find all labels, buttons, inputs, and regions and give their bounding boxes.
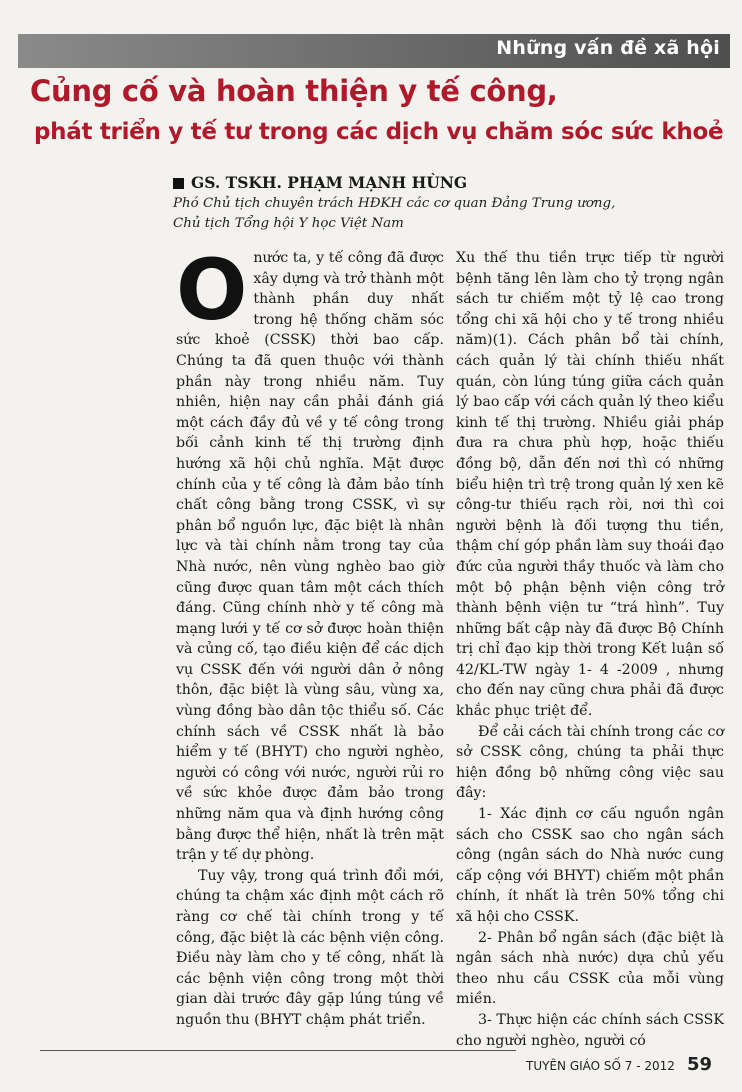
- article-subtitle: phát triển y tế tư trong các dịch vụ chăm sóc sức khoẻ: [34, 119, 724, 145]
- paragraph-text: nước ta, y tế công đã được xây dựng và trở thành một thành phần duy nhất trong hệ thống chăm sóc sức khoẻ (CSSK) thời bao cấp. Chúng ta đã quen thuộc với thành phần này trong nhiều năm. Tuy nhiên, hiện nay cần phải đánh giá một cách đầy đủ về y tế công trong bối cảnh kinh tế thị trường định hướng xã hội chủ nghĩa. Mặt được chính của y tế công là đảm bảo tính chất công bằng trong CSSK, vì sự phân bổ nguồn lực, đặc biệt là nhân lực và tài chính nằm trong tay của Nhà nước, nên vùng nghèo bao giờ cũng được quan tâm một cách thích đáng. Cũng chính nhờ y tế công mà mạng lưới y tế cơ sở được hoàn thiện và củng cố, tạo điều kiện để các dịch vụ CSSK đến với người dân ở nông thôn, đặc biệt là vùng sâu, vùng xa, vùng đồng bào dân tộc thiểu số. Các chính sách về CSSK nhất là bảo hiểm y tế (BHYT) cho người nghèo, người có công với nước, người rủi ro về sức khỏe được đảm bảo trong những năm qua và định hướng công bằng được thể hiện, nhất là trên mặt trận y tế dự phòng.: [176, 250, 444, 864]
- author-name: GS. TSKH. PHẠM MẠNH HÙNG: [191, 173, 468, 192]
- drop-cap: O: [176, 241, 248, 339]
- page-number: 59: [686, 1054, 712, 1075]
- article-title: Củng cố và hoàn thiện y tế công,: [30, 74, 558, 108]
- author-role-2: Chủ tịch Tổng hội Y học Việt Nam: [173, 216, 404, 231]
- footer-divider: [40, 1050, 516, 1051]
- list-item: 2- Phân bổ ngân sách (đặc biệt là ngân sách nhà nước) dựa chủ yếu theo nhu cầu CSSK của mỗi vùng miền.: [456, 929, 724, 1008]
- paragraph: Để cải cách tài chính trong các cơ sở CSSK công, chúng ta phải thực hiện đồng bộ những công việc sau đây:: [456, 723, 724, 802]
- list-item: 3- Thực hiện các chính sách CSSK cho người nghèo, người có: [456, 1011, 724, 1049]
- section-banner: [18, 34, 730, 68]
- article-column-left: [176, 241, 444, 1031]
- byline: [173, 172, 733, 234]
- article-column-right: [456, 248, 724, 1051]
- section-label: Những vấn đề xã hội: [496, 37, 720, 59]
- author-line: [173, 172, 733, 194]
- paragraph: Tuy vậy, trong quá trình đổi mới, chúng ta chậm xác định một cách rõ ràng cơ chế tài chính trong y tế công, đặc biệt là các bệnh viện công. Điều này làm cho y tế công, nhất là các bệnh viện công trong một thời gian dài trước đây gặp lúng túng về nguồn thu (BHYT chậm phát triển.: [176, 867, 444, 1028]
- publication-name: TUYÊN GIÁO SỐ 7 - 2012: [526, 1059, 675, 1073]
- page-footer: [526, 1054, 712, 1075]
- paragraph: Xu thế thu tiền trực tiếp từ người bệnh tăng lên làm cho tỷ trọng ngân sách tư chiếm một tỷ lệ cao trong tổng chi xã hội cho y tế trong nhiều năm)(1). Cách phân bổ tài chính, cách quản lý tài chính thiếu nhất quán, còn lúng túng giữa cách quản lý bao cấp với cách quản lý theo kiểu kinh tế thị trường. Nhiều giải pháp đưa ra chưa phù hợp, hoặc thiếu đồng bộ, dẫn đến nơi thì có những biểu hiện trì trệ trong quản lý xen kẽ công-tư thiếu rạch ròi, nơi thì coi người bệnh là đối tượng thu tiền, thậm chí góp phần làm suy thoái đạo đức của người thầy thuốc và làm cho một bộ phận bệnh viện công trở thành bệnh viện tư “trá hình”. Tuy những bất cập này đã được Bộ Chính trị chỉ đạo kịp thời trong Kết luận số 42/KL-TW ngày 1- 4 -2009 , nhưng cho đến nay cũng chưa phải đã được khắc phục triệt để.: [456, 250, 724, 720]
- square-bullet-icon: [173, 178, 184, 189]
- list-item: 1- Xác định cơ cấu nguồn ngân sách cho CSSK sao cho ngân sách công (ngân sách do Nhà nước cung cấp cộng với BHYT) chiếm một phần chính, ít nhất là trên 50% tổng chi xã hội cho CSSK.: [456, 806, 724, 925]
- paragraph: [176, 241, 444, 866]
- author-role-1: Phó Chủ tịch chuyên trách HĐKH các cơ quan Đảng Trung ương,: [173, 196, 616, 211]
